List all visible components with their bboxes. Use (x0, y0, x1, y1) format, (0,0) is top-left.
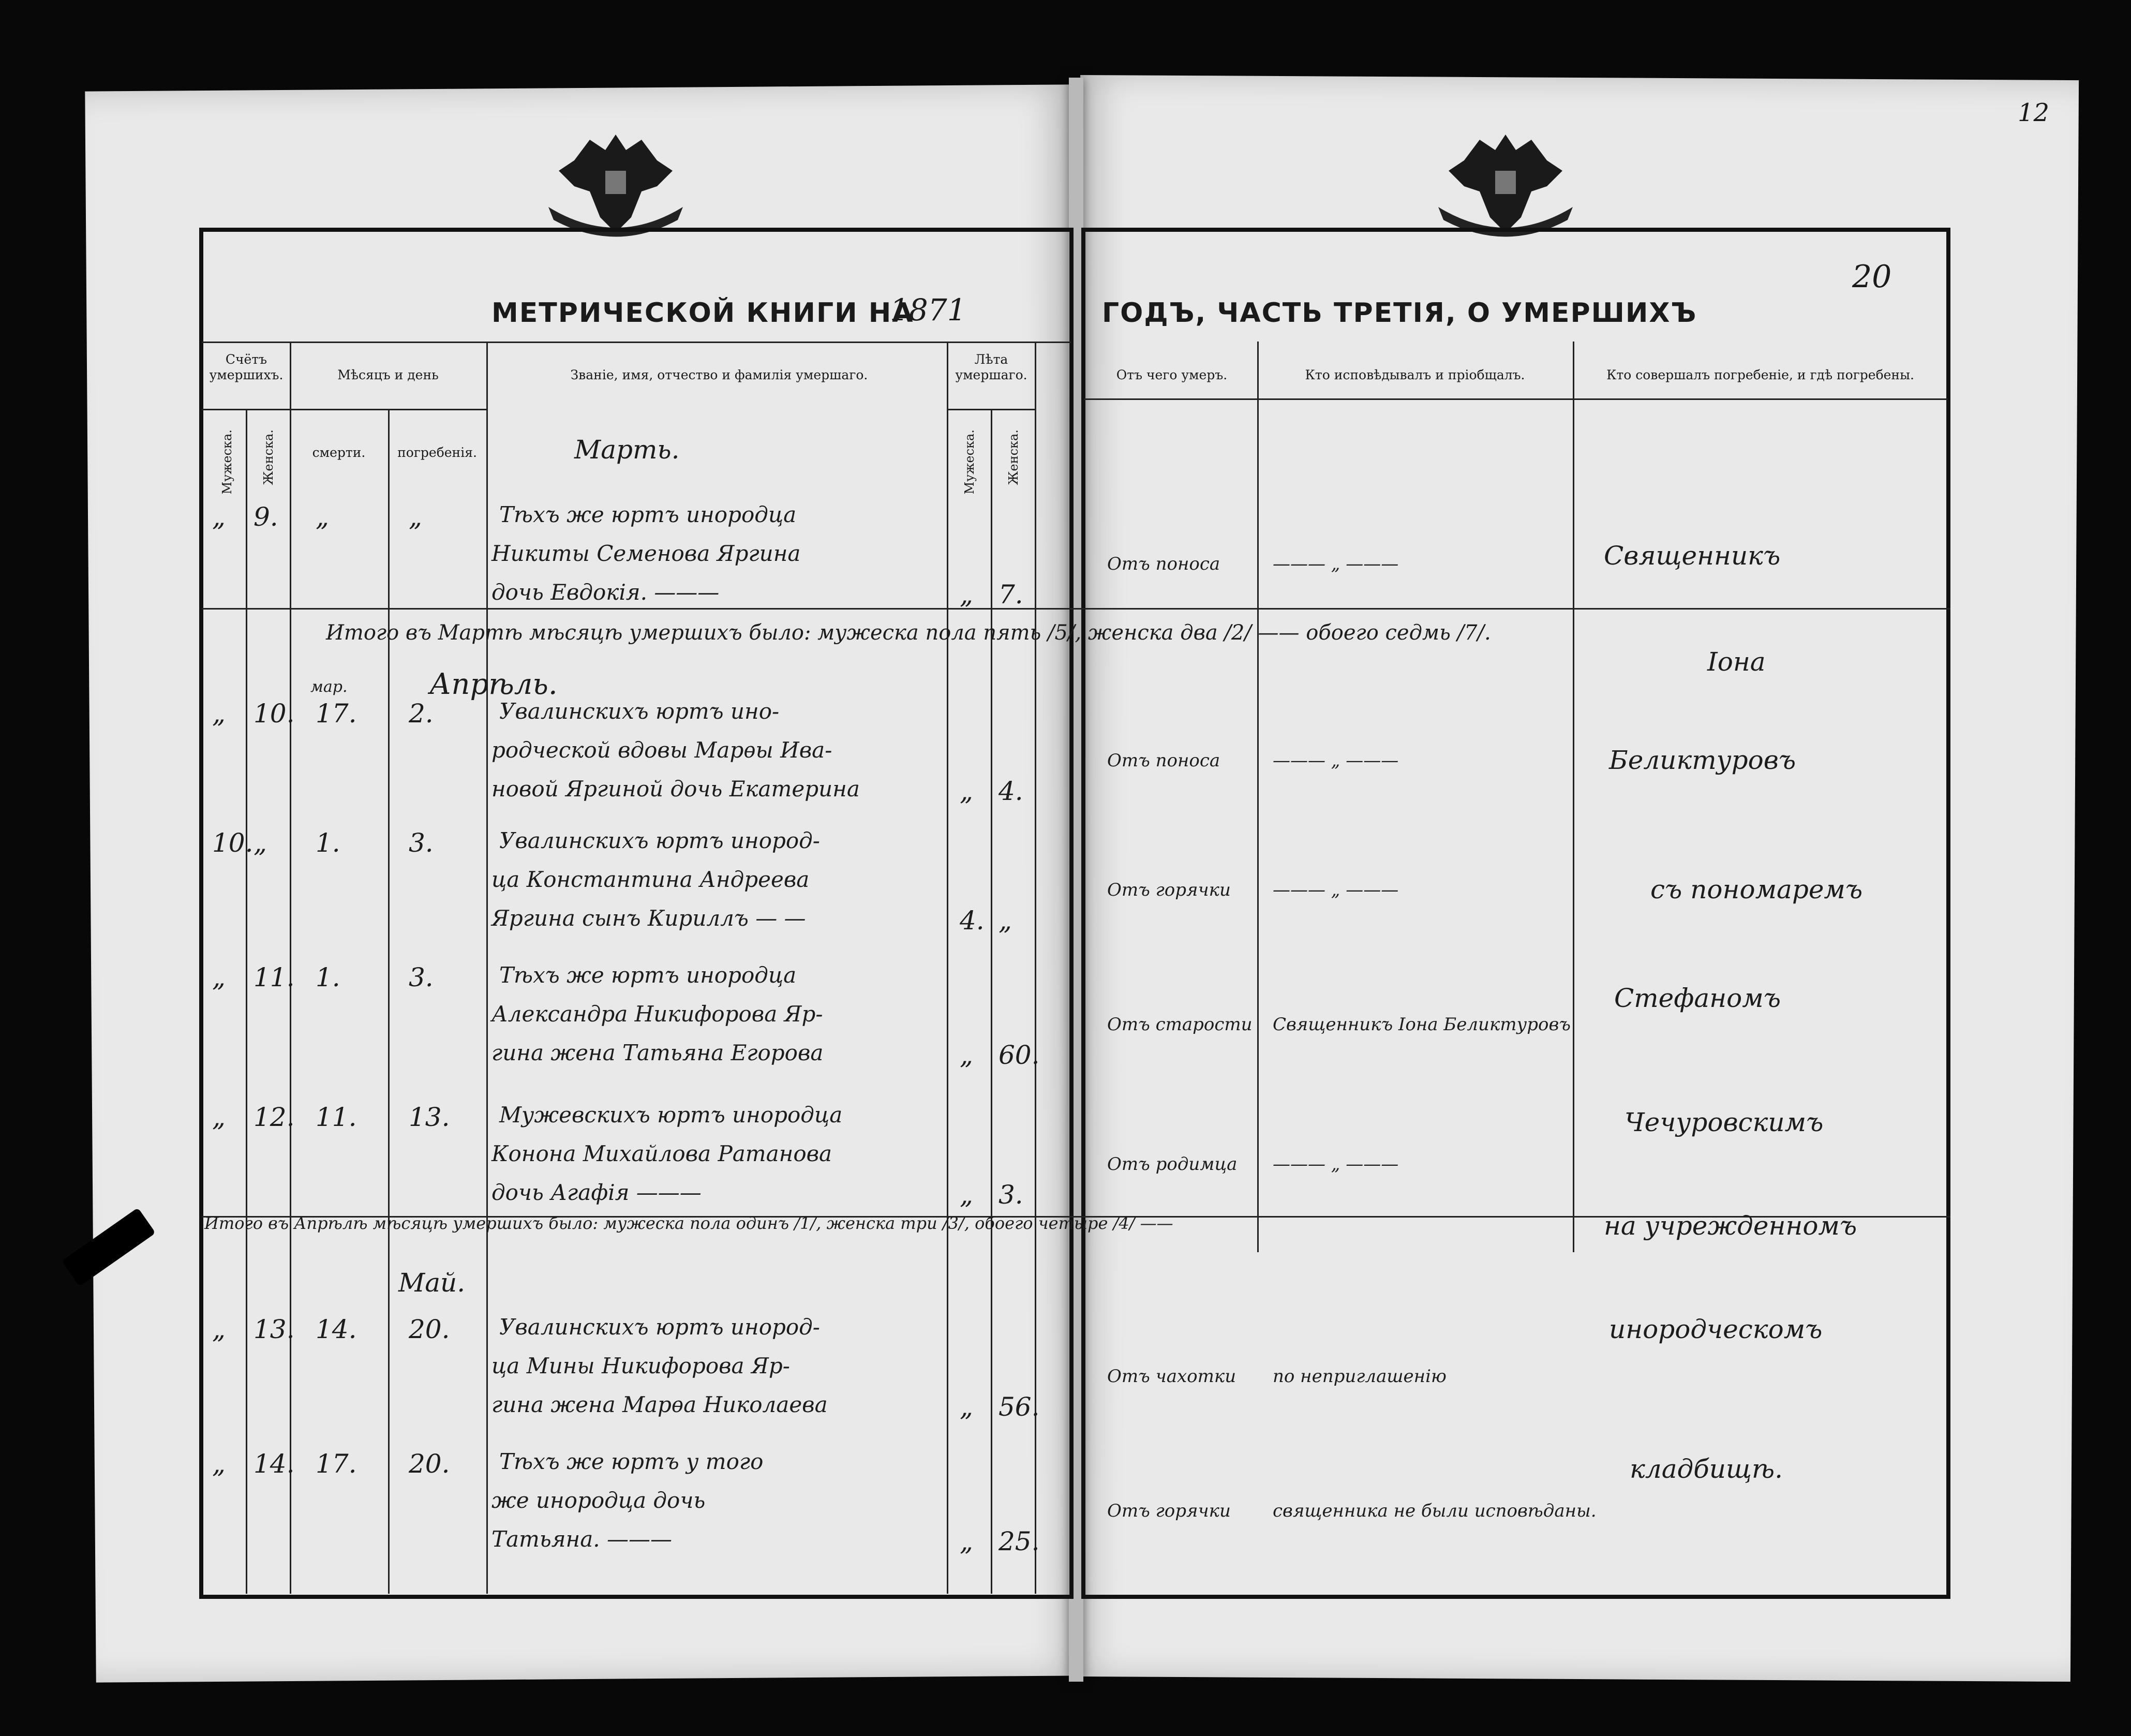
record-cause: Отъ горячки (1107, 880, 1231, 900)
record-count-male: „ (212, 1449, 226, 1479)
record-age-male: „ (960, 1526, 973, 1556)
record-name-line-1: Тѣхъ же юртъ инородца (499, 502, 797, 527)
record-name-line-2: ца Константина Андреева (491, 867, 810, 892)
title-right: ГОДЪ, ЧАСТЬ ТРЕТІЯ, О УМЕРШИХЪ (1102, 298, 1697, 329)
record-death-day: 11. (316, 1102, 357, 1132)
record-count-male: „ (212, 502, 226, 532)
record-count-female: 12. (254, 1102, 295, 1132)
record-name-line-1: Увалинскихъ юртъ ино- (499, 699, 780, 724)
record-confessor: по неприглашенію (1273, 1366, 1447, 1387)
record-name-line-1: Тѣхъ же юртъ у того (499, 1449, 764, 1474)
record-age-male: 4. (960, 906, 985, 936)
burial-line-8: инородческомъ (1609, 1314, 1823, 1344)
record-burial-day: 20. (409, 1449, 450, 1479)
month-april-short: мар. (310, 678, 348, 696)
record-name-line-2: Никиты Семенова Яргина (491, 541, 801, 566)
record-confessor: священника не были исповѣданы. (1273, 1501, 1597, 1521)
record-death-day: 17. (316, 699, 357, 729)
month-march: Марть. (574, 435, 680, 465)
record-count-female: 9. (254, 502, 278, 532)
record-count-female: 14. (254, 1449, 295, 1479)
burial-line-7: на учрежденномъ (1604, 1211, 1857, 1241)
record-age-female: 60. (999, 1040, 1040, 1070)
header-confessor: Кто исповѣдывалъ и пріобщалъ. (1305, 367, 1525, 382)
record-age-male: „ (960, 776, 973, 806)
record-age-male: „ (960, 580, 973, 610)
record-count-male: „ (212, 699, 226, 729)
imperial-eagle-crest-left (538, 129, 693, 238)
record-age-female: 4. (999, 776, 1023, 806)
record-name-line-2: родческой вдовы Марѳы Ива- (491, 737, 832, 763)
record-burial-day: 3. (409, 828, 434, 858)
sheet-number: 20 (1852, 259, 1892, 295)
rule (202, 608, 1950, 610)
burial-line-1: Священникъ (1604, 541, 1781, 571)
rule (991, 409, 992, 1594)
total-march: Итого въ Мартѣ мѣсяцѣ умершихъ было: мужеска пола пять /5/, женска два /2/ —— обоего седмь /7/. (326, 621, 1491, 645)
record-burial-day: „ (409, 502, 422, 532)
record-confessor: ——— „ ——— (1273, 554, 1399, 574)
record-count-male: „ (212, 1314, 226, 1344)
record-burial-day: 2. (409, 699, 434, 729)
total-april: Итого въ Апрѣлѣ мѣсяцѣ умершихъ было: мужеска пола одинъ /1/, женска три /3/, обоего четыре /4/ —— (204, 1213, 1173, 1233)
record-age-female: 7. (999, 580, 1023, 610)
header-month-day: Мѣсяцъ и день (337, 367, 439, 382)
record-cause: Отъ родимца (1107, 1154, 1238, 1175)
rule (1257, 342, 1259, 1252)
record-count-male: „ (212, 1102, 226, 1132)
record-name-line-2: ца Мины Никифорова Яр- (491, 1353, 790, 1378)
rule (1573, 342, 1574, 1252)
year: 1871 (890, 292, 966, 328)
header-age: Лѣта умершаго. (955, 352, 1027, 382)
burial-line-6: Чечуровскимъ (1625, 1107, 1824, 1137)
record-death-day: „ (316, 502, 329, 532)
record-death-day: 17. (316, 1449, 357, 1479)
record-name-line-3: новой Яргиной дочь Екатерина (491, 776, 860, 802)
header-burial-by: Кто совершалъ погребеніе, и гдѣ погребены. (1606, 367, 1914, 382)
record-name-line-3: гина жена Марѳа Николаева (491, 1392, 828, 1417)
record-death-day: 14. (316, 1314, 357, 1344)
record-name-line-1: Увалинскихъ юртъ инород- (499, 828, 820, 853)
burial-line-5: Стефаномъ (1614, 983, 1781, 1013)
rule (1084, 398, 1948, 400)
record-confessor: Священникъ Іона Беликтуровъ (1273, 1014, 1571, 1035)
header-name: Званіе, имя, отчество и фамилія умершаго. (570, 367, 868, 382)
record-count-male: „ (212, 962, 226, 992)
record-name-line-1: Тѣхъ же юртъ инородца (499, 962, 797, 988)
record-age-female: 3. (999, 1180, 1023, 1210)
title-left: МЕТРИЧЕСКОЙ КНИГИ НА (491, 298, 914, 329)
record-count-female: „ (254, 828, 267, 858)
record-cause: Отъ поноса (1107, 554, 1220, 574)
record-count-female: 10. (254, 699, 295, 729)
record-count-female: 13. (254, 1314, 295, 1344)
rule (388, 409, 390, 1594)
record-cause: Отъ поноса (1107, 750, 1220, 771)
record-age-female: 56. (999, 1392, 1040, 1422)
record-age-male: „ (960, 1392, 973, 1422)
record-count-female: 11. (254, 962, 295, 992)
header-count-female: Женска. (261, 429, 276, 485)
header-age-female: Женска. (1006, 429, 1021, 485)
header-count-male: Мужеска. (220, 429, 234, 495)
right-table-frame (1081, 228, 1950, 1599)
month-april: Апрѣль. (429, 667, 558, 701)
imperial-eagle-crest-right (1428, 129, 1583, 238)
record-burial-day: 3. (409, 962, 434, 992)
rule (246, 409, 247, 1594)
record-name-line-1: Увалинскихъ юртъ инород- (499, 1314, 820, 1340)
record-age-female: 25. (999, 1526, 1040, 1556)
record-name-line-3: Татьяна. ——— (491, 1526, 672, 1552)
header-age-male: Мужеска. (962, 429, 977, 495)
record-cause: Отъ горячки (1107, 1501, 1231, 1521)
record-age-female: „ (999, 906, 1012, 936)
record-age-male: „ (960, 1040, 973, 1070)
header-cause: Отъ чего умеръ. (1116, 367, 1228, 382)
record-name-line-2: Александра Никифорова Яр- (491, 1001, 823, 1027)
record-name-line-3: дочь Евдокія. ——— (491, 580, 720, 605)
record-name-line-1: Мужевскихъ юртъ инородца (499, 1102, 843, 1127)
record-confessor: ——— „ ——— (1273, 880, 1399, 900)
record-confessor: ——— „ ——— (1273, 750, 1399, 771)
burial-line-4: съ пономаремъ (1650, 874, 1863, 904)
burial-line-2: Іона (1707, 647, 1766, 677)
record-name-line-3: Яргина сынъ Кириллъ — — (491, 906, 806, 931)
rule (202, 342, 1071, 343)
record-burial-day: 20. (409, 1314, 450, 1344)
record-age-male: „ (960, 1180, 973, 1210)
header-burial: погребенія. (397, 445, 477, 460)
header-count: Счётъ умершихъ. (209, 352, 284, 382)
burial-line-9: кладбищѣ. (1630, 1454, 1783, 1484)
record-death-day: 1. (316, 828, 340, 858)
page-number: 12 (2018, 98, 2050, 127)
record-name-line-2: же инородца дочь (491, 1488, 706, 1513)
record-name-line-3: дочь Агафія ——— (491, 1180, 702, 1205)
record-confessor: ——— „ ——— (1273, 1154, 1399, 1175)
record-name-line-3: гина жена Татьяна Егорова (491, 1040, 824, 1065)
record-death-day: 1. (316, 962, 340, 992)
burial-line-3: Беликтуровъ (1609, 745, 1796, 775)
record-count-male: 10. (212, 828, 254, 858)
rule (947, 342, 948, 1594)
record-name-line-2: Конона Михайлова Ратанова (491, 1141, 832, 1166)
rule (486, 342, 488, 1594)
record-burial-day: 13. (409, 1102, 450, 1132)
record-cause: Отъ старости (1107, 1014, 1253, 1035)
month-may: Май. (398, 1268, 466, 1298)
record-cause: Отъ чахотки (1107, 1366, 1236, 1387)
header-death: смерти. (312, 445, 366, 460)
